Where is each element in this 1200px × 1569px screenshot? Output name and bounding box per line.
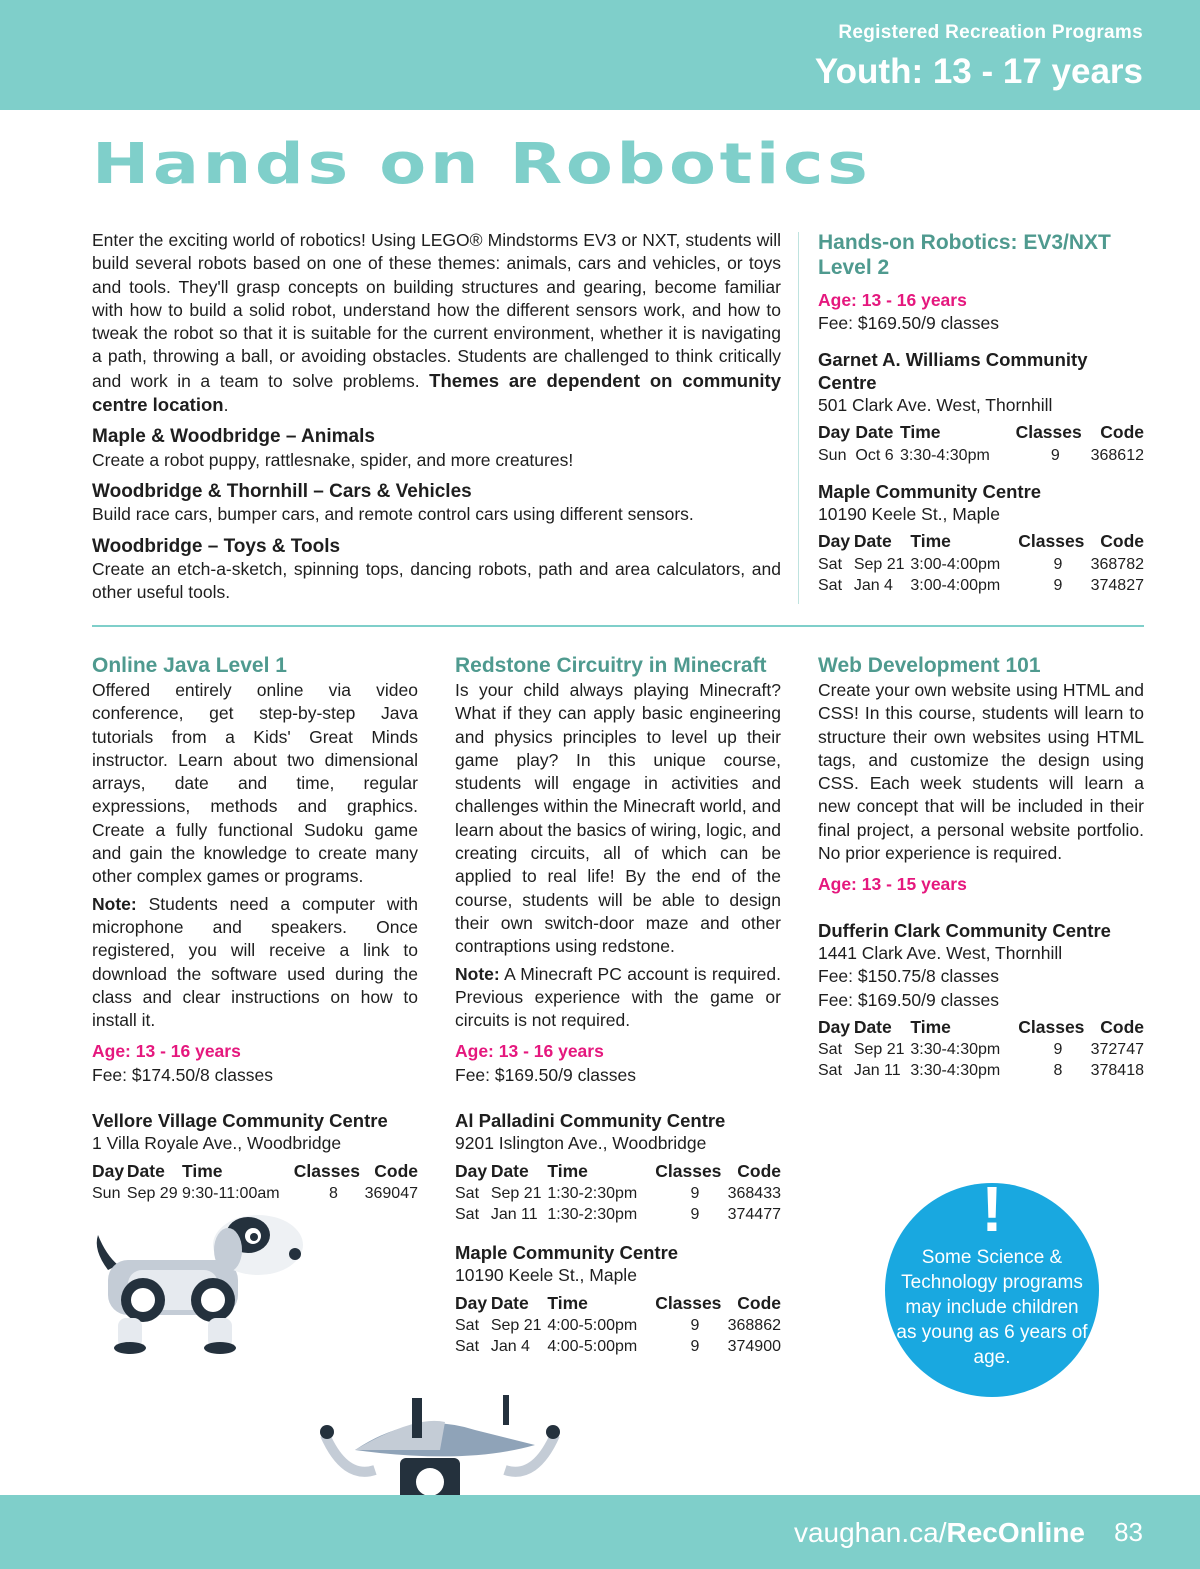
centre-address: 501 Clark Ave. West, Thornhill <box>818 395 1053 416</box>
schedule-table <box>818 530 1144 595</box>
centre-name: Al Palladini Community Centre <box>455 1110 726 1132</box>
centre-name: Maple Community Centre <box>455 1241 679 1263</box>
theme-desc: Build race cars, bumper cars, and remote control cars using different sensors. <box>92 504 694 525</box>
table-row: Sat Jan 4 3:00-4:00pm 9 374827 <box>818 576 1144 594</box>
centre-name: Maple Community Centre <box>818 480 1042 502</box>
centre-address: 1441 Clark Ave. West, Thornhill <box>818 942 1063 963</box>
webdev-title: Web Development 101 <box>818 654 1041 677</box>
age-label: Age: 13 - 16 years <box>818 290 967 310</box>
schedule-header: Day Date Time Classes Code <box>92 1160 418 1181</box>
course-note: Note: A Minecraft PC account is required. Previous experience with the game or circuits is not required. <box>455 963 781 1031</box>
centre-address: 9201 Islington Ave., Woodbridge <box>455 1133 707 1154</box>
page-number: 83 <box>1114 1517 1143 1547</box>
table-row: Sat Sep 21 3:30-4:30pm 9 372747 <box>818 1041 1144 1059</box>
theme-desc: Create an etch-a-sketch, spinning tops, dancing robots, path and area calculators, and other useful tools. <box>92 558 781 603</box>
fee-label: Fee: $174.50/8 classes <box>92 1064 273 1085</box>
centre-name: Vellore Village Community Centre <box>92 1110 388 1132</box>
schedule-table <box>92 1160 418 1204</box>
robotics-l2-section <box>818 289 1144 596</box>
centre-name: Dufferin Clark Community Centre <box>818 919 1111 941</box>
schedule-header: Day Date Time Classes Code <box>818 422 1144 443</box>
table-row: Sat Jan 11 3:30-4:30pm 8 378418 <box>818 1062 1144 1080</box>
table-row: Sat Sep 21 4:00-5:00pm 9 368862 <box>455 1316 781 1334</box>
intro-emphasis: Themes are dependent on community centre location <box>92 369 781 416</box>
centre-name: Garnet A. Williams Community Centre <box>818 348 1088 393</box>
java-title: Online Java Level 1 <box>92 654 287 677</box>
schedule-table <box>818 421 1144 465</box>
page-title: Youth: 13 - 17 years <box>814 52 1143 91</box>
footer-url[interactable]: vaughan.ca/RecOnline <box>793 1517 1085 1548</box>
intro-paragraph: Enter the exciting world of robotics! Using LEGO® Mindstorms EV3 or NXT, students will build several robots based on one of these themes: animals, cars and vehicles, or toys and tools. They'll grasp concepts on building structures and gearing, become familiar with how to build a solid robot, understand how the different sensors work, and how to tweak the robot so that it is suitable for the current environment, whether it is navigating a path, throwing a ball, or avoiding obstacles. Students are challenged to think critically and work in a team to solve problems. Themes are dependent on community centre location. <box>92 230 781 416</box>
section-divider <box>92 625 1144 627</box>
section-label: Registered Recreation Programs <box>838 22 1143 43</box>
age-label: Age: 13 - 16 years <box>455 1041 604 1062</box>
table-row: Sat Sep 21 1:30-2:30pm 9 368433 <box>455 1184 781 1202</box>
schedule-header: Day Date Time Classes Code <box>455 1292 781 1313</box>
schedule-header: Day Date Time Classes Code <box>818 1016 1144 1037</box>
schedule-header: Day Date Time Classes Code <box>818 531 1144 552</box>
webdev-section <box>818 679 1144 1081</box>
theme-desc: Create a robot puppy, rattlesnake, spider, and more creatures! <box>92 449 574 470</box>
intro-section <box>92 229 781 604</box>
fee-label: Fee: $169.50/9 classes <box>818 313 999 334</box>
column-divider <box>798 232 799 604</box>
schedule-table <box>455 1292 781 1357</box>
fee-label: Fee: $169.50/9 classes <box>455 1064 636 1085</box>
course-desc: Offered entirely online via video conference, get step-by-step Java tutorials from a Kids' Great Minds instructor. Learn about two dimensional arrays, date and time, regular expressions, methods and graphics. Create a fully functional Sudoku game and gain the knowledge to create many other complex games or programs. <box>92 680 418 887</box>
minecraft-title: Redstone Circuitry in Minecraft <box>455 654 767 677</box>
table-row: Sat Sep 21 3:00-4:00pm 9 368782 <box>818 555 1144 573</box>
table-row: Sun Oct 6 3:30-4:30pm 9 368612 <box>818 446 1144 464</box>
robot-drone-illustration <box>315 1390 565 1505</box>
schedule-table <box>455 1160 781 1225</box>
centre-address: 10190 Keele St., Maple <box>455 1265 637 1286</box>
age-label: Age: 13 - 16 years <box>92 1041 241 1062</box>
centre-address: 1 Villa Royale Ave., Woodbridge <box>92 1133 342 1154</box>
robotics-l2-title: Hands-on Robotics: EV3/NXT Level 2 <box>818 231 1111 279</box>
fee-label: Fee: $150.75/8 classes <box>818 966 999 987</box>
info-bubble-text: Some Science & Technology programs may include children as young as 6 years of age. <box>896 1247 1088 1368</box>
table-row: Sat Jan 4 4:00-5:00pm 9 374900 <box>455 1337 781 1355</box>
course-desc: Is your child always playing Minecraft? What if they can apply basic engineering and physics principles to level up their game play? In this unique course, students will engage in activities and challenges within the Minecraft world, and learn about the basics of wiring, logic, and creating circuits, all of which can be applied to real life! By the end of the course, students will be able to design their own switch-door maze and other contraptions using redstone. <box>455 680 781 957</box>
fee-label: Fee: $169.50/9 classes <box>818 989 999 1010</box>
theme-title: Maple & Woodbridge – Animals <box>92 426 375 448</box>
hero-title: Hands on Robotics <box>92 132 872 197</box>
java-section <box>92 679 418 1204</box>
centre-address: 10190 Keele St., Maple <box>818 504 1000 525</box>
table-row: Sat Jan 11 1:30-2:30pm 9 374477 <box>455 1205 781 1223</box>
schedule-header: Day Date Time Classes Code <box>455 1160 781 1181</box>
exclamation-icon: ! <box>981 1173 1003 1245</box>
minecraft-section <box>455 679 781 1357</box>
course-note: Note: Students need a computer with microphone and speakers. Once registered, you will receive a link to download the software used during the class and clear instructions on how to install it. <box>92 893 418 1031</box>
age-label: Age: 13 - 15 years <box>818 874 967 895</box>
theme-title: Woodbridge & Thornhill – Cars & Vehicles <box>92 480 472 502</box>
course-desc: Create your own website using HTML and CSS! In this course, students will learn to structure their own websites using HTML tags, and customize the design using CSS. Each week students will learn a new concept that will be included in their final project, a personal website portfolio. No prior experience is required. <box>818 680 1144 864</box>
schedule-table <box>818 1016 1144 1081</box>
theme-title: Woodbridge – Toys & Tools <box>92 535 341 557</box>
table-row: Sun Sep 29 9:30-11:00am 8 369047 <box>92 1184 418 1202</box>
robot-dog-illustration <box>88 1210 313 1355</box>
